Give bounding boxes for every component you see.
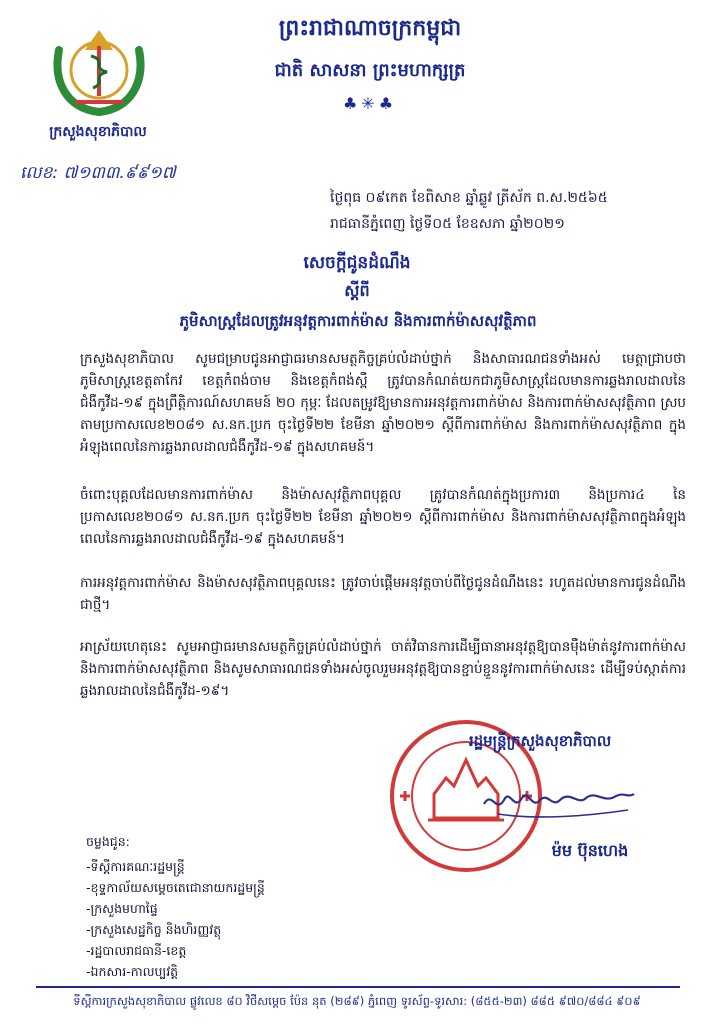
signer-name: ម៉ម ប៊ុនហេង xyxy=(551,841,629,860)
cc-list xyxy=(86,856,265,982)
reference-number: លេខ: ៧១៣៣.៩៩១៧ xyxy=(20,163,176,183)
body-paragraph-3: ការអនុវត្តការពាក់ម៉ាស និងម៉ាសសុវត្ថិភាពបុគ្គលនេះ ត្រូវចាប់ផ្តើមអនុវត្តចាប់ពីថ្ងៃជូនដំណឹងនេះ រហូតដល់មានការជូនដំណឹងជាថ្មី។ xyxy=(80,575,686,613)
ornament-divider: ♣✳♣ xyxy=(342,94,398,113)
about-label: ស្តីពី xyxy=(344,281,370,300)
signer-title: រដ្ឋមន្ត្រីក្រសួងសុខាភិបាល xyxy=(468,732,612,750)
ministry-logo xyxy=(45,20,153,120)
cc-item: -ក្រសួងសេដ្ឋកិច្ច និងហិរញ្ញវត្ថុ xyxy=(86,922,222,937)
body-paragraph-2: ចំពោះបុគ្គលដែលមានការពាក់ម៉ាស និងម៉ាសសុវត្ថិភាពបុគ្គល ត្រូវបានកំណត់ក្នុងប្រការ៣ និងប្រការ៤ នៃប្រកាសលេខ២០៨១ ស.នក.ប្រក ចុះថ្ងៃទី២២ ខែមីនា ឆ្នាំ២០២១ ស្តីពីការពាក់ម៉ាស និងការពាក់ម៉ាសសុវត្ថិភាពក្នុងអំឡុងពេលនៃការឆ្លងរាលដាលជំងឺកូវីដ-១៩ ក្នុងសហគមន៍។ xyxy=(80,487,686,547)
cc-heading: ចម្លងជូន: xyxy=(86,834,130,849)
footer-divider xyxy=(36,986,680,988)
body-paragraph-1: ក្រសួងសុខាភិបាល សូមជម្រាបជូនអាជ្ញាធរមានសមត្ថកិច្ចគ្រប់លំដាប់ថ្នាក់ និងសាធារណជនទាំងអស់ មេត្តាជ្រាបថា ភូមិសាស្ត្រខេត្តតាកែវ ខេត្តកំពង់ចាម និងខេត្តកំពង់ស្ពឺ ត្រូវបានកំណត់យកជាភូមិសាស្ត្រដែលមានការឆ្លងរាលដាលនៃជំងឺកូវីដ-១៩ ក្នុងព្រឹត្តិការណ៍សហគមន៍ ២០ កុម្ភៈ ដែលតម្រូវឱ្យមានការអនុវត្តការពាក់ម៉ាស និងការពាក់ម៉ាសសុវត្ថិភាព ស្របតាមប្រកាសលេខ២០៨១ ស.នក.ប្រក ចុះថ្ងៃទី២២ ខែមីនា ឆ្នាំ២០២១ ស្តីពីការពាក់ម៉ាស និងការពាក់ម៉ាសសុវត្ថិភាព ក្នុងអំឡុងពេលនៃការឆ្លងរាលដាលជំងឺកូវីដ-១៩ ក្នុងសហគមន៍។ xyxy=(80,351,686,455)
cc-item: -ទីស្តីការគណៈរដ្ឋមន្ត្រី xyxy=(86,859,185,874)
solar-date: រាជធានីភ្នំពេញ ថ្ងៃទី០៥ ខែឧសភា ឆ្នាំ២០២១ xyxy=(330,216,565,232)
cc-item: -ខុទ្ទកាល័យសម្តេចតេជោនាយករដ្ឋមន្ត្រី xyxy=(86,880,265,895)
cc-item: -ឯកសារ-កាលប្បវត្តិ xyxy=(86,964,179,979)
kingdom-heading: ព្រះរាជាណាចក្រកម្ពុជា xyxy=(278,16,462,41)
subject-heading: ភូមិសាស្ត្រដែលត្រូវអនុវត្តការពាក់ម៉ាស និងការពាក់ម៉ាសសុវត្ថិភាព xyxy=(179,312,537,330)
ministry-name: ក្រសួងសុខាភិបាល xyxy=(49,124,147,140)
cc-item: -ក្រសួងមហាផ្ទៃ xyxy=(86,901,158,916)
document-type: សេចក្តីជូនដំណឹង xyxy=(303,253,411,273)
cc-item: -រដ្ឋបាលរាជធានី-ខេត្ត xyxy=(86,943,187,958)
body-paragraph-4: អាស្រ័យហេតុនេះ សូមអាជ្ញាធរមានសមត្ថកិច្ចគ្រប់លំដាប់ថ្នាក់ ចាត់វិធានការដើម្បីធានាអនុវត្តឱ្យបានម៉ឺងម៉ាត់នូវការពាក់ម៉ាស និងការពាក់ម៉ាសសុវត្ថិភាព និងសូមសាធារណជនទាំងអស់ចូលរួមអនុវត្តឱ្យបានខ្ជាប់ខ្ជួននូវការពាក់ម៉ាសនេះ ដើម្បីទប់ស្កាត់ការឆ្លងរាលដាលនៃជំងឺកូវីដ-១៩។ xyxy=(80,639,686,699)
lunar-date: ថ្ងៃពុធ ០៩កេត ខែពិសាខ ឆ្នាំឆ្លូវ ត្រីស័ក ព.ស.២៥៦៥ xyxy=(330,190,608,206)
handwritten-signature xyxy=(478,770,638,830)
footer-address: ទីស្តីការក្រសួងសុខាភិបាល ផ្លូវលេខ ៨០ វិថីសម្តេច ប៉ែន នុត (២៨៩) ភ្នំពេញ ទូរស័ព្ទ-ទូរសារ: (៨៥៥-២៣) ៨៨៥ ៩៧០/៨៨៤ ៩០៩ xyxy=(73,994,641,1008)
national-motto: ជាតិ សាសនា ព្រះមហាក្សត្រ xyxy=(274,60,466,81)
